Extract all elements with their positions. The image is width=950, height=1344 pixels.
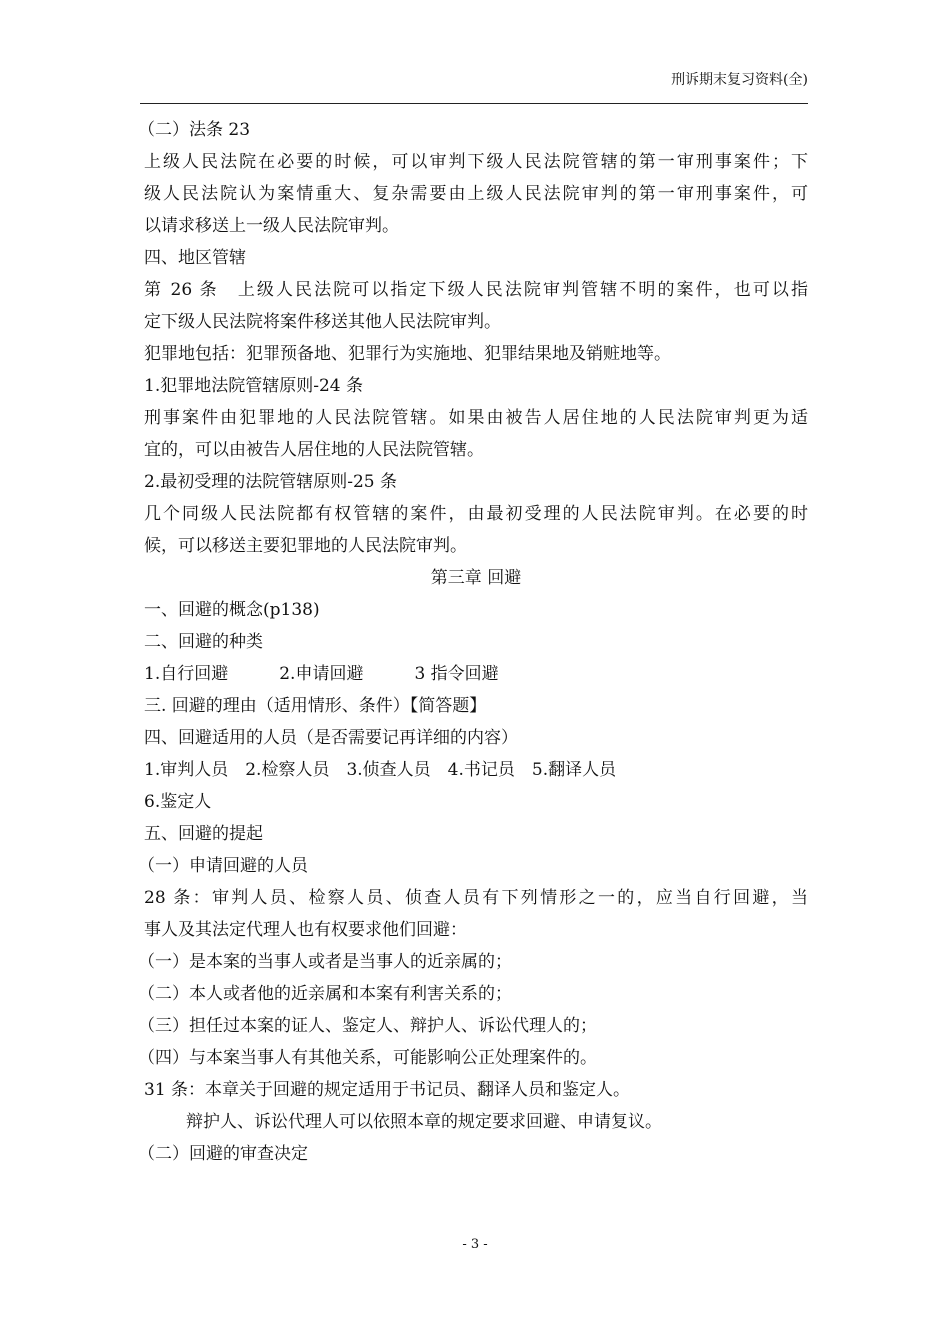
section-heading: 五、回避的提起 [144, 824, 263, 844]
section-heading: 一、回避的概念(p138) [144, 600, 320, 620]
paragraph-line: 31 条：本章关于回避的规定适用于书记员、翻译人员和鉴定人。 [144, 1080, 631, 1100]
list-line: （四）与本案当事人有其他关系，可能影响公正处理案件的。 [138, 1048, 597, 1068]
section-heading: 二、回避的种类 [144, 632, 263, 652]
paragraph-line: 定下级人民法院将案件移送其他人民法院审判。 [144, 312, 501, 332]
section-heading: （二）法条 23 [138, 120, 251, 140]
document-body [138, 114, 808, 1170]
paragraph-line: 候，可以移送主要犯罪地的人民法院审判。 [144, 536, 467, 556]
section-heading: 四、回避适用的人员（是否需要记再详细的内容） [144, 728, 518, 748]
section-heading: （一）申请回避的人员 [138, 856, 308, 876]
paragraph-line: 辩护人、诉讼代理人可以依照本章的规定要求回避、申请复议。 [186, 1112, 662, 1132]
list-line: 1.自行回避 2.申请回避 3 指令回避 [144, 664, 499, 684]
page-number: - 3 - [462, 1237, 488, 1252]
list-line: （一）是本案的当事人或者是当事人的近亲属的； [138, 952, 512, 972]
list-line: （三）担任过本案的证人、鉴定人、辩护人、诉讼代理人的； [138, 1016, 597, 1036]
section-heading: 1.犯罪地法院管辖原则-24 条 [144, 376, 363, 396]
paragraph-line: 几个同级人民法院都有权管辖的案件，由最初受理的人民法院审判。在必要的时 [144, 504, 808, 524]
paragraph-line: 事人及其法定代理人也有权要求他们回避： [144, 920, 467, 940]
section-heading: （二）回避的审查决定 [138, 1144, 308, 1164]
list-line: 6.鉴定人 [144, 792, 212, 812]
chapter-title: 第三章 回避 [430, 568, 522, 588]
section-heading: 2.最初受理的法院管辖原则-25 条 [144, 472, 397, 492]
paragraph-line: 刑事案件由犯罪地的人民法院管辖。如果由被告人居住地的人民法院审判更为适 [144, 408, 808, 428]
paragraph-line: 第 26 条 上级人民法院可以指定下级人民法院审判管辖不明的案件，也可以指 [144, 280, 808, 300]
paragraph-line: 级人民法院认为案情重大、复杂需要由上级人民法院审判的第一审刑事案件，可 [144, 184, 808, 204]
section-heading: 四、地区管辖 [144, 248, 246, 268]
paragraph-line: 宜的，可以由被告人居住地的人民法院管辖。 [144, 440, 484, 460]
paragraph-line: 上级人民法院在必要的时候，可以审判下级人民法院管辖的第一审刑事案件；下 [144, 152, 808, 172]
section-heading: 三. 回避的理由（适用情形、条件）【简答题】 [144, 696, 487, 716]
paragraph-line: 犯罪地包括：犯罪预备地、犯罪行为实施地、犯罪结果地及销赃地等。 [144, 344, 671, 364]
header-rule [140, 103, 808, 104]
list-line: 1.审判人员 2.检察人员 3.侦查人员 4.书记员 5.翻译人员 [144, 760, 617, 780]
paragraph-line: 以请求移送上一级人民法院审判。 [144, 216, 399, 236]
list-line: （二）本人或者他的近亲属和本案有利害关系的； [138, 984, 512, 1004]
paragraph-line: 28 条：审判人员、检察人员、侦查人员有下列情形之一的，应当自行回避，当 [144, 888, 808, 908]
page-header: 刑诉期末复习资料(全) [671, 72, 808, 88]
